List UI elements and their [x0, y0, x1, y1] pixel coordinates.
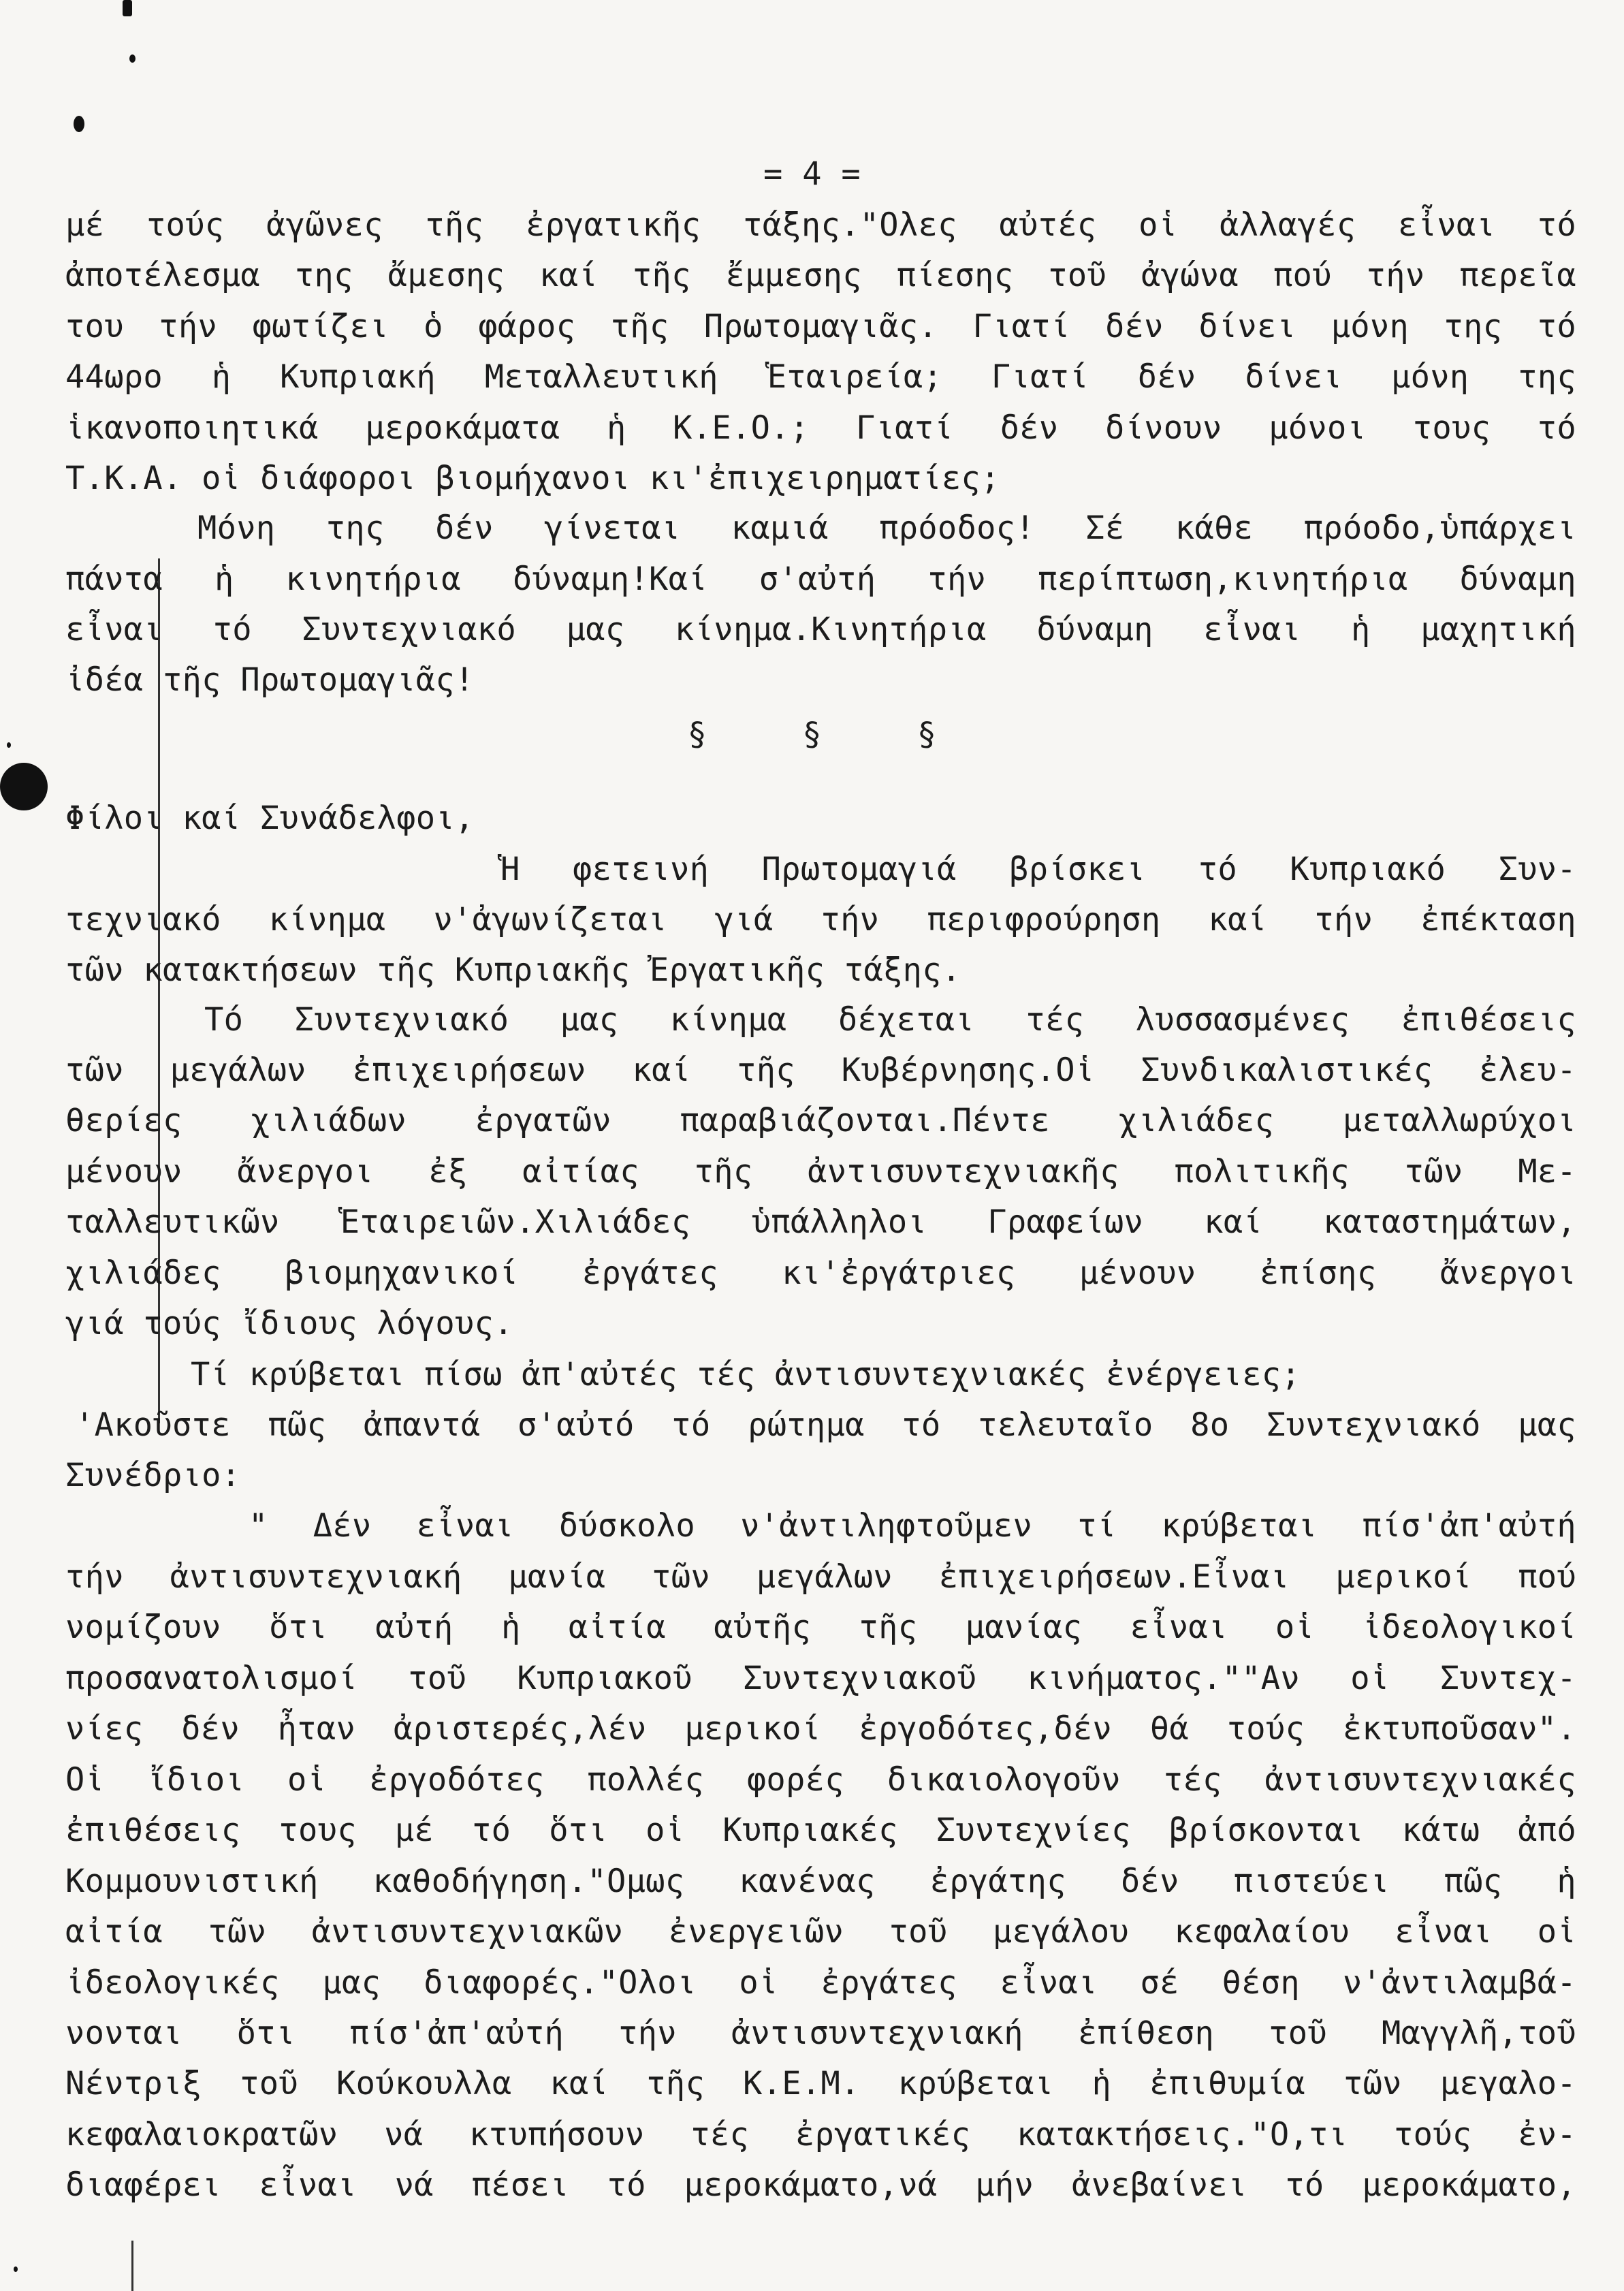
- text-line: Τ.Κ.Α. οἱ διάφοροι βιομήχανοι κι'ἐπιχειρηματίες;: [65, 460, 1000, 497]
- text-line: του τήν φωτίζει ὁ φάρος τῆς Πρωτομαγιᾶς. Γιατί δέν δίνει μόνη της τό: [65, 308, 1576, 345]
- text-line: τεχνιακό κίνημα ν'ἀγωνίζεται γιά τήν περιφρούρηση καί τήν ἐπέκταση: [65, 901, 1576, 938]
- text-line: χιλιάδες βιομηχανικοί ἐργάτες κι'ἐργάτριες μένουν ἐπίσης ἄνεργοι: [65, 1254, 1576, 1292]
- scan-speck: [123, 0, 132, 16]
- section-mark: §: [687, 716, 707, 753]
- quote-line: προσανατολισμοί τοῦ Κυπριακοῦ Συντεχνιακοῦ κινήματος.""Αν οἱ Συντεχ-: [65, 1660, 1576, 1697]
- quote-line: κεφαλαιοκρατῶν νά κτυπήσουν τές ἐργατικές κατακτήσεις."Ο,τι τούς ἐν-: [65, 2116, 1576, 2153]
- text-line: ταλλευτικῶν Ἑταιρειῶν.Χιλιάδες ὑπάλληλοι Γραφείων καί καταστημάτων,: [65, 1203, 1576, 1241]
- text-line: Συνέδριο:: [65, 1457, 241, 1494]
- section-mark: §: [802, 716, 822, 753]
- quote-line: τήν ἀντισυντεχνιακή μανία τῶν μεγάλων ἐπιχειρήσεων.Εἶναι μερικοί πού: [65, 1558, 1576, 1596]
- text-line: εἶναι τό Συντεχνιακό μας κίνημα.Κινητήρια δύναμη εἶναι ἡ μαχητική: [65, 611, 1576, 648]
- text-line: Ἡ φετεινή Πρωτομαγιά βρίσκει τό Κυπριακό Συν-: [500, 851, 1576, 888]
- quote-line: αἰτία τῶν ἀντισυντεχνιακῶν ἐνεργειῶν τοῦ μεγάλου κεφαλαίου εἶναι οἱ: [65, 1913, 1576, 1950]
- text-line: γιά τούς ἴδιους λόγους.: [65, 1305, 513, 1342]
- text-line: ἀποτέλεσμα της ἄμεσης καί τῆς ἔμμεσης πίεσης τοῦ ἀγώνα πού τήν περεῖα: [65, 257, 1576, 294]
- quote-line: Νέντριξ τοῦ Κούκουλλα καί τῆς Κ.Ε.Μ. κρύβεται ἡ ἐπιθυμία τῶν μεγαλο-: [65, 2065, 1576, 2102]
- text-line: Μόνη της δέν γίνεται καμιά πρόοδος! Σέ κάθε πρόοδο,ὑπάρχει: [197, 509, 1576, 547]
- text-line: θερίες χιλιάδων ἐργατῶν παραβιάζονται.Πέντε χιλιάδες μεταλλωρύχοι: [65, 1102, 1576, 1139]
- scan-speck: [0, 763, 48, 810]
- text-line: μέ τούς ἀγῶνες τῆς ἐργατικῆς τάξης."Ολες αὐτές οἱ ἀλλαγές εἶναι τό: [65, 206, 1576, 244]
- scan-speck: [129, 54, 136, 63]
- text-line: ἰδέα τῆς Πρωτομαγιᾶς!: [65, 661, 475, 699]
- quote-line: Κομμουνιστική καθοδήγηση."Ομως κανένας ἐργάτης δέν πιστεύει πῶς ἡ: [65, 1863, 1576, 1900]
- text-line: πάντα ἡ κινητήρια δύναμη!Καί σ'αὐτή τήν περίπτωση,κινητήρια δύναμη: [65, 560, 1576, 598]
- page-number: = 4 =: [763, 155, 861, 193]
- quote-line: νίες δέν ἦταν ἀριστερές,λέν μερικοί ἐργοδότες,δέν θά τούς ἐκτυποῦσαν".: [65, 1710, 1576, 1748]
- text-line: μένουν ἄνεργοι ἐξ αἰτίας τῆς ἀντισυντεχνιακῆς πολιτικῆς τῶν Με-: [65, 1153, 1576, 1190]
- quote-line: νομίζουν ὅτι αὐτή ἡ αἰτία αὐτῆς τῆς μανίας εἶναι οἱ ἰδεολογικοί: [65, 1609, 1576, 1646]
- text-line: τῶν μεγάλων ἐπιχειρήσεων καί τῆς Κυβέρνησης.Οἱ Συνδικαλιστικές ἐλευ-: [65, 1052, 1576, 1089]
- section-mark: §: [917, 716, 937, 753]
- text-line: Τό Συντεχνιακό μας κίνημα δέχεται τές λυσσασμένες ἐπιθέσεις: [204, 1001, 1576, 1039]
- quote-line: διαφέρει εἶναι νά πέσει τό μεροκάματο,νά μήν ἀνεβαίνει τό μεροκάματο,: [65, 2166, 1576, 2204]
- salutation: Φίλοι καί Συνάδελφοι,: [65, 800, 475, 837]
- quote-line: νονται ὅτι πίσ'ἀπ'αὐτή τήν ἀντισυντεχνιακή ἐπίθεση τοῦ Μαγγλῆ,τοῦ: [65, 2014, 1576, 2052]
- text-line: Τί κρύβεται πίσω ἀπ'αὐτές τές ἀντισυντεχνιακές ἐνέργειες;: [191, 1356, 1301, 1393]
- text-line: τῶν κατακτήσεων τῆς Κυπριακῆς Ἐργατικῆς τάξης.: [65, 951, 961, 989]
- section-divider: [0, 716, 1624, 753]
- text-line: 44ωρο ἡ Κυπριακή Μεταλλευτική Ἑταιρεία; Γιατί δέν δίνει μόνη της: [65, 358, 1576, 396]
- scan-speck: [74, 116, 84, 132]
- quote-line: Οἱ ἴδιοι οἱ ἐργοδότες πολλές φορές δικαιολογοῦν τές ἀντισυντεχνιακές: [65, 1761, 1576, 1799]
- quote-line: ἐπιθέσεις τους μέ τό ὅτι οἱ Κυπριακές Συντεχνίες βρίσκονται κάτω ἀπό: [65, 1812, 1576, 1849]
- quote-line: ἰδεολογικές μας διαφορές."Ολοι οἱ ἐργάτες εἶναι σέ θέση ν'ἀντιλαμβά-: [65, 1964, 1576, 2002]
- quote-line: " Δέν εἶναι δύσκολο ν'ἀντιληφτοῦμεν τί κρύβεται πίσ'ἀπ'αὐτή: [249, 1507, 1576, 1545]
- margin-vertical-line: [131, 2241, 133, 2291]
- text-line: ἱκανοποιητικά μεροκάματα ἡ Κ.Ε.Ο.; Γιατί δέν δίνουν μόνοι τους τό: [65, 409, 1576, 447]
- scan-speck: [14, 2266, 18, 2272]
- text-line: 'Ακοῦστε πῶς ἀπαντά σ'αὐτό τό ρώτημα τό τελευταῖο 8ο Συντεχνιακό μας: [75, 1406, 1576, 1444]
